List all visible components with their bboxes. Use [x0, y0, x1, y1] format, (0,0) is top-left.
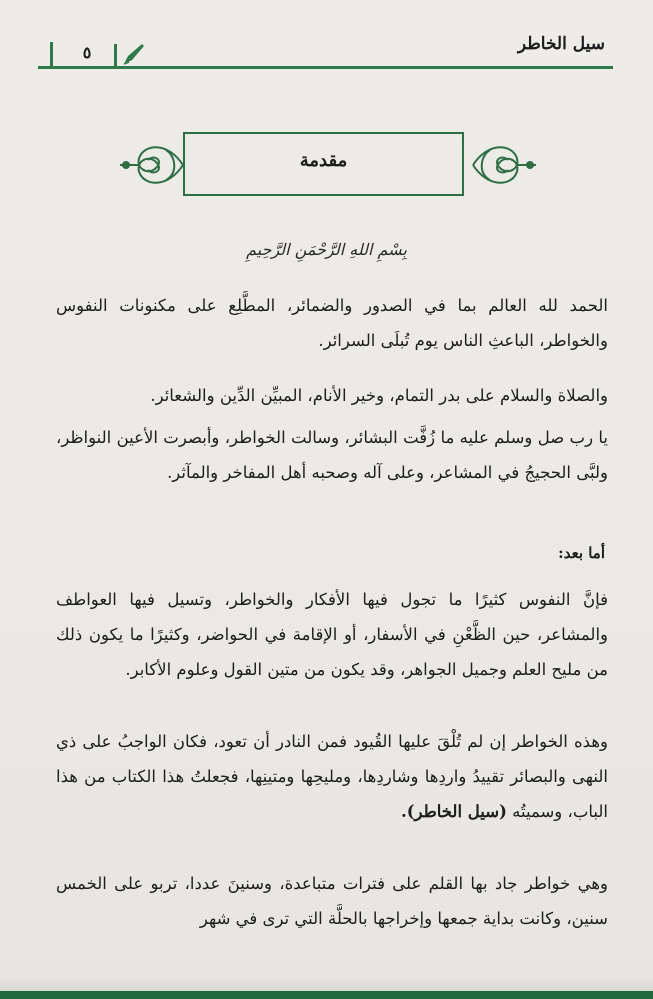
paragraph-1: الحمد لله العالم بما في الصدور والضمائر، المطَّلِع على مكنونات النفوس والخواطر، الباعثِ الناس يوم تُبلَى السرائر.	[56, 296, 608, 350]
page-bottom-shadow	[0, 977, 653, 991]
book-title-reference: (سيل الخاطر).	[400, 802, 507, 821]
section-heading: أما بعد:	[558, 544, 605, 562]
running-header-title: سيل الخاطر	[517, 34, 605, 54]
header-divider	[114, 44, 117, 68]
paragraph-3: يا رب صل وسلم عليه ما زُفَّت البشائر، وسالت الخواطر، وأبصرت الأعين النواظر، ولبَّى الحجيجُ في المشاعر، وعلى آله وصحبه أهل المفاخر والمآثر.	[56, 428, 608, 482]
page-number: ٥	[82, 43, 92, 62]
paragraph-6: وهي خواطر جاد بها القلم على فترات متباعدة، وسنينَ عددا، تربو على الخمس سنين، وكانت بداية جمعها وإخراجها بالحلَّة التي ترى في شهر	[56, 874, 608, 928]
paragraph-5-text: وهذه الخواطر إن لم تُلْقَ عليها القُيود فمن النادر أن تعود، فكان الواجبُ على ذي النهى والبصائر تقييدُ واردِها وشاردِها، ومليحِها ومتينِها، فجعلتُ هذا الكتاب من هذا الباب، وسميتُه	[56, 732, 608, 821]
header-rule	[38, 66, 613, 69]
chapter-title: مقدمة	[299, 150, 348, 171]
book-cover-edge	[0, 991, 653, 999]
basmala: بِسْمِ اللهِ الرَّحْمَنِ الرَّحِيمِ	[246, 240, 407, 259]
pen-icon	[120, 42, 146, 66]
paragraph-4: فإنَّ النفوس كثيرًا ما تجول فيها الأفكار والخواطر، وتسيل فيها العواطف والمشاعر، حين الظَّعْنِ في الأسفار، أو الإقامة في الحواضر، وكثيرًا ما يكون ذلك من مليح العلم وجميل الجواهر، وقد يكون من متين القول وعلوم الأكابر.	[56, 590, 608, 679]
paragraph-5	[56, 724, 608, 829]
paragraph-2: والصلاة والسلام على بدر التمام، وخير الأنام، المبيِّن الدِّين والشعائر.	[150, 386, 608, 405]
